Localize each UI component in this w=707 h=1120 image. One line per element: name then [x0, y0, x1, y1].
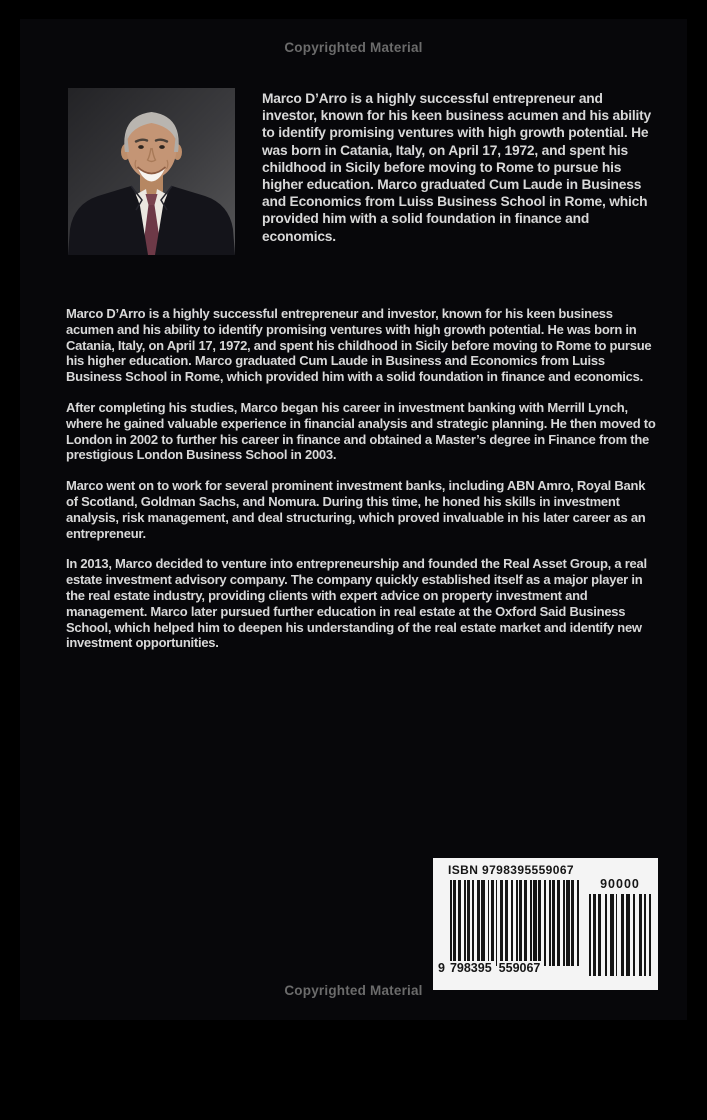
bio-paragraph-4: In 2013, Marco decided to venture into entrepreneurship and founded the Real Asset Group, a real estate investment advisory company. The company quickly established itself as a major player in the real estate industry, providing clients with expert advice on property investment and management. Marco later pursued further education in real estate at the Oxford Said Business School, which helped him to deepen his understanding of the real estate market and identify new investment opportunities. [66, 556, 647, 651]
barcode-panel [433, 858, 658, 990]
author-bio-body [66, 306, 658, 666]
ean-digit-group-1: 798395 [449, 961, 492, 975]
price-addon-barcode [589, 894, 651, 976]
bio-paragraph-1: Marco D’Arro is a highly successful entrepreneur and investor, known for his keen business acumen and his ability to identify promising ventures with high growth potential. He was born in Catania, Italy, on April 17, 1972, and spent his childhood in Sicily before moving to Rome to pursue his higher education. Marco graduated Cum Laude in Business and Economics from Luiss Business School in Rome, which provided him with a solid foundation in finance and economics. [66, 306, 652, 385]
copyright-notice-bottom: Copyrighted Material [284, 983, 423, 998]
ean-barcode [450, 880, 579, 966]
book-back-cover [20, 19, 687, 1020]
bio-paragraph-3: Marco went on to work for several prominent investment banks, including ABN Amro, Royal Bank of Scotland, Goldman Sachs, and Nomura. During this time, he honed his skills in investment analysis, risk management, and deal structuring, which proved invaluable in his later career as an entrepreneur. [66, 478, 646, 541]
price-addon-code: 90000 [600, 877, 640, 891]
isbn-label: ISBN 9798395559067 [448, 863, 574, 877]
ean-digit-lead: 9 [438, 961, 445, 975]
ean-barcode-digits [438, 961, 586, 975]
author-portrait-illustration [68, 88, 235, 255]
author-blurb-beside-photo: Marco D’Arro is a highly successful entrepreneur and investor, known for his keen business acumen and his ability to identify promising ventures with high growth potential. He was born in Catania, Italy, on April 17, 1972, and spent his childhood in Sicily before moving to Rome to pursue his higher education. Marco graduated Cum Laude in Business and Economics from Luiss Business School in Rome, which provided him with a solid foundation in finance and economics. [262, 91, 651, 244]
bio-paragraph-2: After completing his studies, Marco began his career in investment banking with Merrill Lynch, where he gained valuable experience in financial analysis and strategic planning. He then moved to London in 2002 to further his career in finance and obtained a Master’s degree in Finance from the prestigious London Business School in 2003. [66, 399, 656, 463]
copyright-notice-top: Copyrighted Material [284, 40, 423, 55]
author-photo [68, 88, 235, 255]
ean-digit-group-2: 559067 [498, 961, 541, 975]
